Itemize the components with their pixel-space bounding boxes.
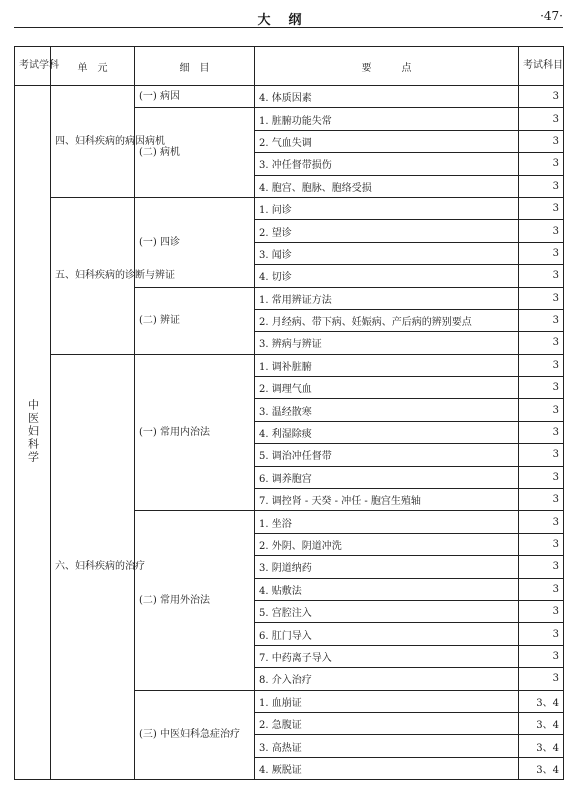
- page-title: 大纲: [257, 13, 320, 28]
- point-cell: 1. 坐浴: [255, 511, 519, 533]
- point-cell: 7. 中药离子导入: [255, 645, 519, 667]
- header-rule: [14, 27, 563, 28]
- level-cell: 3: [519, 197, 564, 219]
- subject-cell: [15, 86, 51, 780]
- point-cell: 3. 闻诊: [255, 242, 519, 264]
- col-header-point: 要 点: [255, 47, 519, 86]
- point-cell: 4. 切诊: [255, 265, 519, 287]
- item-cell: (一) 病因: [135, 86, 255, 108]
- point-cell: 1. 常用辨证方法: [255, 287, 519, 309]
- point-cell: 3. 阴道纳药: [255, 556, 519, 578]
- level-cell: 3: [519, 86, 564, 108]
- col-header-subject: 考试学科: [15, 47, 51, 86]
- level-cell: 3: [519, 287, 564, 309]
- point-cell: 3. 温经散寒: [255, 399, 519, 421]
- level-cell: 3: [519, 220, 564, 242]
- col-header-unit: 单 元: [51, 47, 135, 86]
- table-body: [15, 86, 564, 780]
- point-cell: 1. 脏腑功能失常: [255, 108, 519, 130]
- level-cell: 3: [519, 108, 564, 130]
- level-cell: 3: [519, 645, 564, 667]
- point-cell: 4. 利湿除痰: [255, 421, 519, 443]
- level-cell: 3: [519, 533, 564, 555]
- level-cell: 3: [519, 332, 564, 354]
- level-cell: 3、4: [519, 757, 564, 779]
- level-cell: 3、4: [519, 690, 564, 712]
- level-cell: 3: [519, 623, 564, 645]
- point-cell: 4. 厥脱证: [255, 757, 519, 779]
- level-cell: 3: [519, 242, 564, 264]
- point-cell: 3. 高热证: [255, 735, 519, 757]
- point-cell: 2. 急腹证: [255, 712, 519, 734]
- point-cell: 6. 肛门导入: [255, 623, 519, 645]
- point-cell: 2. 望诊: [255, 220, 519, 242]
- point-cell: 2. 外阴、阴道冲洗: [255, 533, 519, 555]
- item-cell: (三) 中医妇科急症治疗: [135, 690, 255, 780]
- point-cell: 5. 调治冲任督带: [255, 444, 519, 466]
- level-cell: 3: [519, 600, 564, 622]
- point-cell: 4. 胞宫、胞脉、胞络受损: [255, 175, 519, 197]
- page-header: [14, 6, 563, 28]
- level-cell: 3: [519, 265, 564, 287]
- point-cell: 3. 辨病与辨证: [255, 332, 519, 354]
- point-cell: 1. 问诊: [255, 197, 519, 219]
- point-cell: 4. 体质因素: [255, 86, 519, 108]
- point-cell: 7. 调控肾 - 天癸 - 冲任 - 胞宫生殖轴: [255, 489, 519, 511]
- table-row: [15, 354, 564, 376]
- level-cell: 3: [519, 354, 564, 376]
- level-cell: 3: [519, 556, 564, 578]
- level-cell: 3: [519, 175, 564, 197]
- subject-label: 中医妇科学: [26, 398, 40, 464]
- table-header-row: [15, 47, 564, 86]
- level-cell: 3: [519, 444, 564, 466]
- level-cell: 3: [519, 489, 564, 511]
- item-cell: (一) 常用内治法: [135, 354, 255, 511]
- point-cell: 2. 调理气血: [255, 377, 519, 399]
- level-cell: 3: [519, 153, 564, 175]
- level-cell: 3、4: [519, 712, 564, 734]
- level-cell: 3: [519, 511, 564, 533]
- item-cell: (二) 辨证: [135, 287, 255, 354]
- level-cell: 3: [519, 130, 564, 152]
- col-header-level: 考试科目: [519, 47, 564, 86]
- syllabus-table: [14, 46, 564, 780]
- point-cell: 4. 贴敷法: [255, 578, 519, 600]
- item-cell: (二) 常用外治法: [135, 511, 255, 690]
- page-number: ·47·: [540, 9, 563, 23]
- table-row: [15, 86, 564, 108]
- unit-cell: 六、妇科疾病的治疗: [51, 354, 135, 779]
- point-cell: 6. 调养胞宫: [255, 466, 519, 488]
- unit-cell: 五、妇科疾病的诊断与辨证: [51, 197, 135, 354]
- level-cell: 3: [519, 377, 564, 399]
- level-cell: 3: [519, 466, 564, 488]
- level-cell: 3: [519, 668, 564, 690]
- level-cell: 3: [519, 399, 564, 421]
- point-cell: 1. 调补脏腑: [255, 354, 519, 376]
- table-row: [15, 197, 564, 219]
- level-cell: 3、4: [519, 735, 564, 757]
- point-cell: 2. 气血失调: [255, 130, 519, 152]
- level-cell: 3: [519, 309, 564, 331]
- item-cell: (二) 病机: [135, 108, 255, 198]
- point-cell: 8. 介入治疗: [255, 668, 519, 690]
- point-cell: 2. 月经病、带下病、妊娠病、产后病的辨别要点: [255, 309, 519, 331]
- level-cell: 3: [519, 421, 564, 443]
- point-cell: 3. 冲任督带损伤: [255, 153, 519, 175]
- level-cell: 3: [519, 578, 564, 600]
- col-header-item: 细 目: [135, 47, 255, 86]
- item-cell: (一) 四诊: [135, 197, 255, 287]
- point-cell: 5. 宫腔注入: [255, 600, 519, 622]
- unit-cell: 四、妇科疾病的病因病机: [51, 86, 135, 198]
- point-cell: 1. 血崩证: [255, 690, 519, 712]
